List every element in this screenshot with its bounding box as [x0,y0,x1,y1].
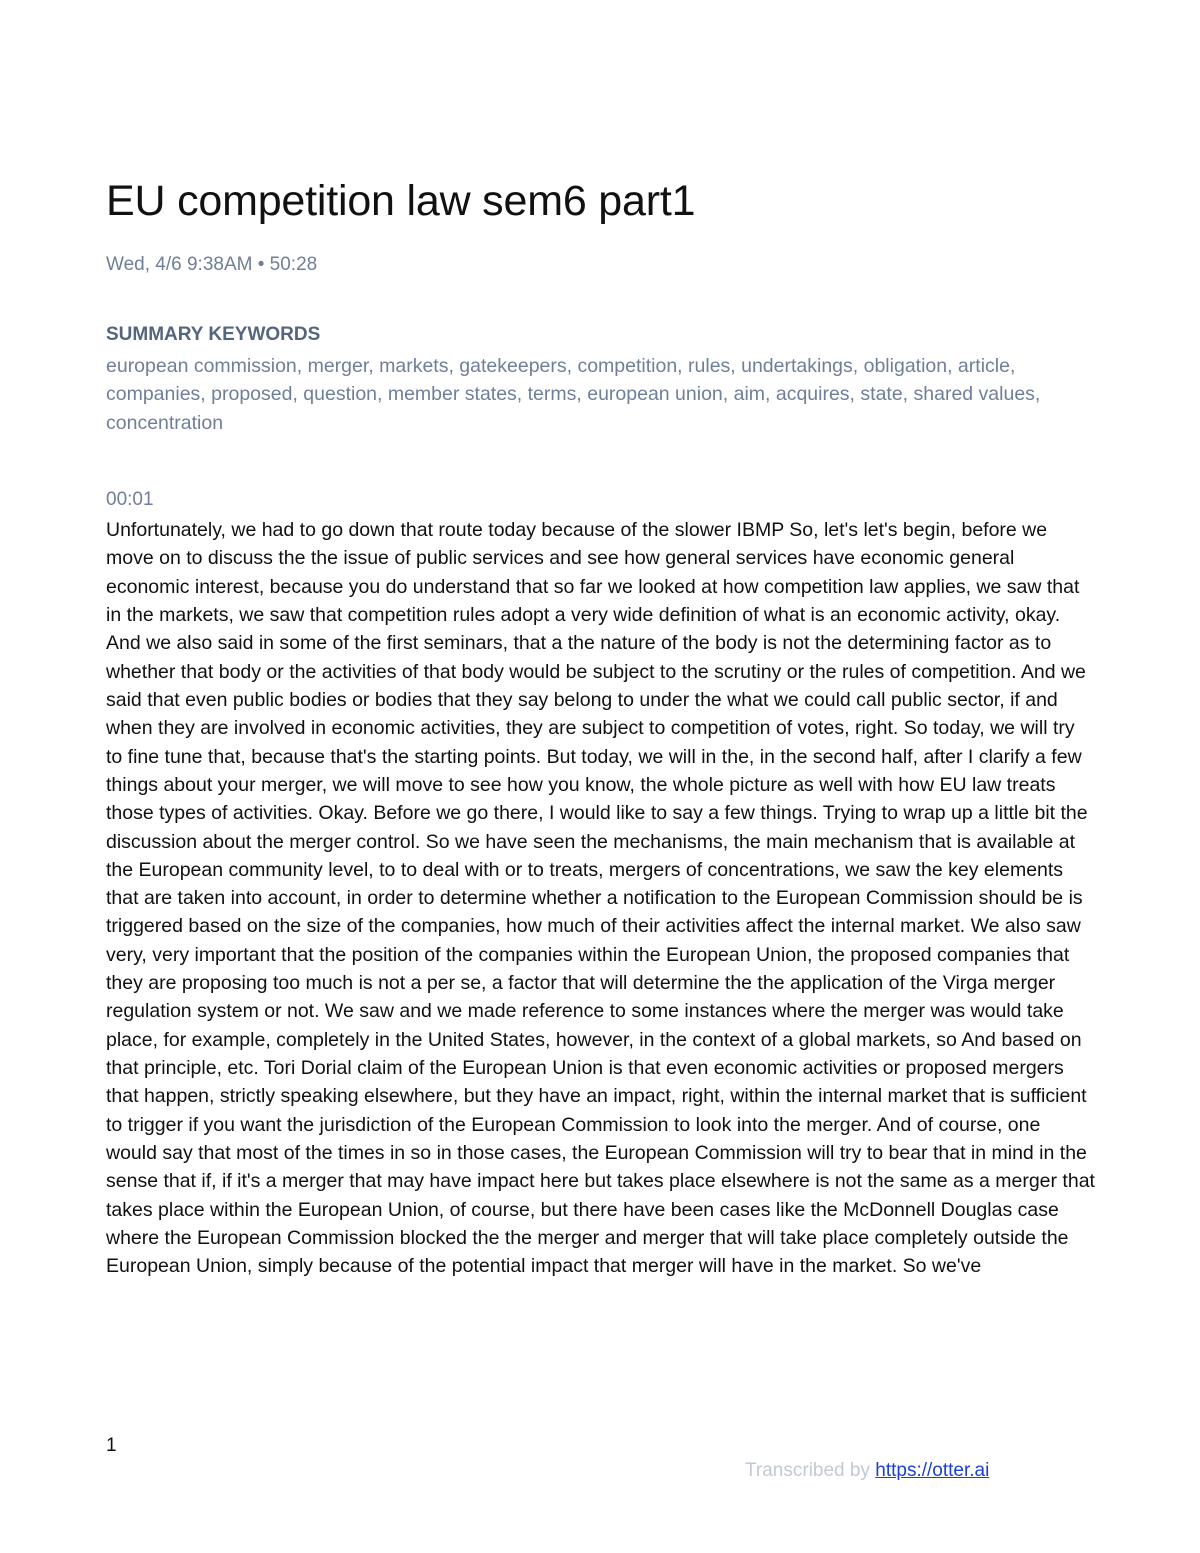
recording-meta: Wed, 4/6 9:38AM • 50:28 [106,254,318,275]
summary-keywords-heading: SUMMARY KEYWORDS [106,324,321,345]
segment-text: Unfortunately, we had to go down that route today because of the slower IBMP So, let's let's begin, before we move on to discuss the the issue of public services and see how general services have economic general economic interest, because you do understand that so far we looked at how competition law applies, we saw that in the markets, we saw that competition rules adopt a very wide definition of what is an economic activity, okay. And we also said in some of the first seminars, that a the nature of the body is not the determining factor as to whether that body or the activities of that body would be subject to the scrutiny or the rules of competition. And we said that even public bodies or bodies that they say belong to under the what we could call public sector, if and when they are involved in economic activities, they are subject to competition of votes, right. So today, we will try to fine tune that, because that's the starting points. But today, we will in the, in the second half, after I clarify a few things about your merger, we will move to see how you know, the whole picture as well with how EU law treats those types of activities. Okay. Before we go there, I would like to say a few things. Trying to wrap up a little bit the discussion about the merger control. So we have seen the mechanisms, the main mechanism that is available at the European community level, to to deal with or to treats, mergers of concentrations, we saw the key elements that are taken into account, in order to determine whether a notification to the European Commission should be is triggered based on the size of the companies, how much of their activities affect the internal market. We also saw very, very important that the position of the companies within the European Union, the proposed companies that they are proposing too much is not a per se, a factor that will determine the the application of the Virga merger regulation system or not. We saw and we made reference to some instances where the merger was would take place, for example, completely in the United States, however, in the context of a global markets, so And based on that principle, etc. Tori Dorial claim of the European Union is that even economic activities or proposed mergers that happen, strictly speaking elsewhere, but they have an impact, right, within the internal market that is sufficient to trigger if you want the jurisdiction of the European Commission to look into the merger. And of course, one would say that most of the times in so in those cases, the European Commission will try to bear that in mind in the sense that if, if it's a merger that may have impact here but takes place elsewhere is not the same as a merger that takes place within the European Union, of course, but there have been cases like the McDonnell Douglas case where the European Commission blocked the the merger and merger that will take place completely outside the European Union, simply because of the potential impact that merger will have in the market. So we've [106,518,1095,1278]
credit-prefix: Transcribed by [745,1460,876,1481]
summary-keywords-list: european commission, merger, markets, gatekeepers, competition, rules, undertakings, obligation, article, companies, proposed, question, member states, terms, european union, aim, acquires, state, shared values, concentration [106,355,1041,434]
otter-link[interactable]: https://otter.ai [875,1460,990,1481]
transcription-credit [745,1457,989,1485]
page-number: 1 [106,1435,117,1456]
segment-timestamp: 00:01 [106,488,154,510]
transcript-document [106,173,1096,1281]
document-title: EU competition law sem6 part1 [106,177,696,225]
